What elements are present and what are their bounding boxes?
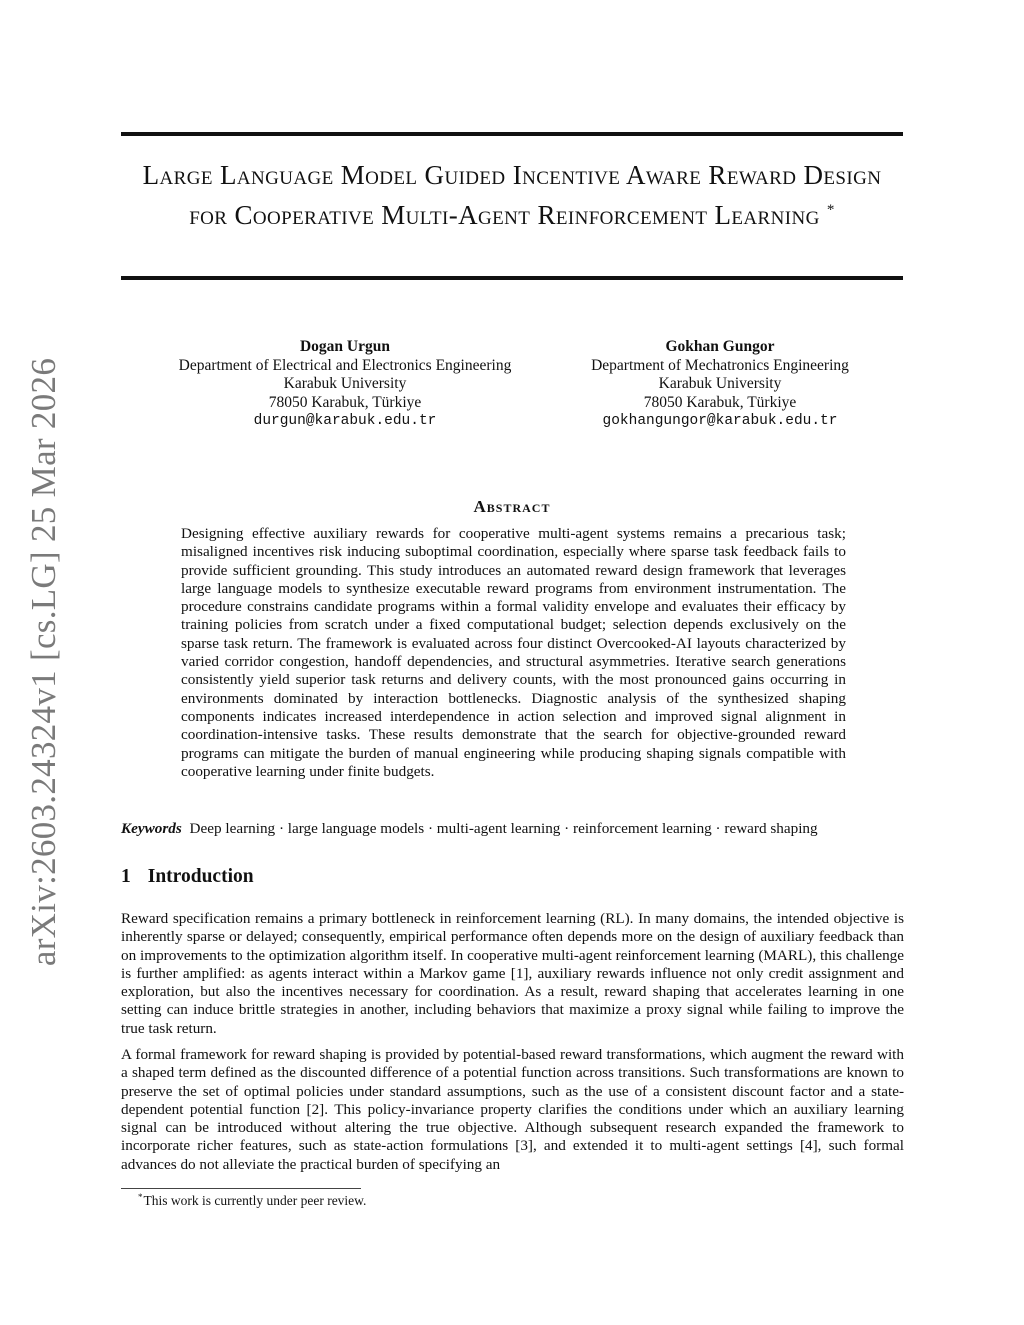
- paper-title: [121, 158, 903, 233]
- section-number: 1: [121, 866, 131, 887]
- author-name: Gokhan Gungor: [665, 338, 775, 355]
- title-bottom-rule: [121, 276, 903, 280]
- section-title: Introduction: [147, 866, 254, 887]
- author-university: Karabuk University: [658, 375, 782, 392]
- footnote: [138, 1192, 366, 1209]
- footnote-marker: *: [138, 1192, 143, 1202]
- author-department: Department of Electrical and Electronics Engineering: [178, 356, 512, 374]
- paragraph: Reward specification remains a primary bottleneck in reinforcement learning (RL). In many domains, the intended objective is inherently sparse or delayed; consequently, empirical performance often depends more on the design of auxiliary feedback than on improvements to the optimization algorithm itself. In cooperative multi-agent reinforcement learning (MARL), this challenge is further amplified: as agents interact within a Markov game [1], auxiliary rewards influence not only credit assignment and exploration, but also the incentives necessary for coordination. As a result, reward shaping that accelerates learning in one setting can induce brittle strategies in another, including behaviors that maximize a proxy signal while failing to improve the true task return.: [121, 910, 904, 1037]
- author-university: Karabuk University: [283, 375, 407, 392]
- keywords-text: Deep learning · large language models · multi-agent learning · reinforcement learning · reward shaping: [189, 820, 818, 837]
- keywords-line: [121, 820, 903, 838]
- author-name: Dogan Urgun: [299, 338, 390, 355]
- footnote-text: This work is currently under peer review.: [143, 1193, 367, 1208]
- abstract-text: Designing effective auxiliary rewards for cooperative multi-agent systems remains a precarious task; misaligned incentives risk inducing suboptimal coordination, especially where sparse task feedback fails to provide sufficient grounding. This study introduces an automated reward design framework that leverages large language models to synthesize executable reward programs from environment instrumentation. The procedure constrains candidate programs within a formal validity envelope and evaluates their efficacy by training policies from scratch under a fixed computational budget; selection depends exclusively on the sparse task return. The framework is evaluated across four distinct Overcooked-AI layouts characterized by varied corridor congestion, handoff dependencies, and structural asymmetries. Iterative search generations consistently yield superior task returns and delivery counts, with the most pronounced gains occurring in environments dominated by interaction bottlenecks. Diagnostic analysis of the synthesized shaping components indicates increased interdependence in action selection and improved signal alignment in coordination-intensive tasks. These results demonstrate that the search for objective-grounded reward programs can mitigate the burden of manual engineering while producing shaping signals compatible with cooperative learning under finite budgets.: [181, 525, 846, 780]
- title-top-rule: [121, 132, 903, 136]
- paragraph: A formal framework for reward shaping is provided by potential-based reward transformations, which augment the reward with a shaped term defined as the discounted difference of a potential function across transitions. Such transformations are known to preserve the set of optimal policies under standard assumptions, such as the use of a consistent discount factor and a state-dependent potential function [2]. This policy-invariance property clarifies the conditions under which an auxiliary learning signal can be introduced without altering the true objective. Although subsequent research expanded the framework to incorporate richer features, such as state-action formulations [3], and extended it to multi-agent settings [4], such formal advances do not alleviate the practical burden of specifying an: [121, 1046, 904, 1173]
- arxiv-identifier: arXiv:2603.24324v1 [cs.LG] 25 Mar 2026: [24, 357, 63, 967]
- author-location: 78050 Karabuk, Türkiye: [268, 393, 422, 411]
- keywords-label: Keywords: [121, 820, 182, 837]
- paper-title-text: Large Language Model Guided Incentive Aware Reward Design for Cooperative Multi-Agent Reinforcement Learning: [142, 160, 882, 230]
- title-footnote-marker: *: [826, 202, 835, 218]
- author-email[interactable]: durgun@karabuk.edu.tr: [253, 413, 437, 429]
- section-heading: [121, 866, 254, 888]
- author-block-2: [565, 338, 875, 431]
- footnote-rule: [121, 1188, 361, 1189]
- author-block-1: [150, 338, 540, 431]
- abstract-heading: Abstract: [473, 497, 551, 516]
- author-email[interactable]: gokhangungor@karabuk.edu.tr: [602, 413, 838, 429]
- author-department: Department of Mechatronics Engineering: [591, 356, 849, 374]
- author-location: 78050 Karabuk, Türkiye: [643, 393, 797, 411]
